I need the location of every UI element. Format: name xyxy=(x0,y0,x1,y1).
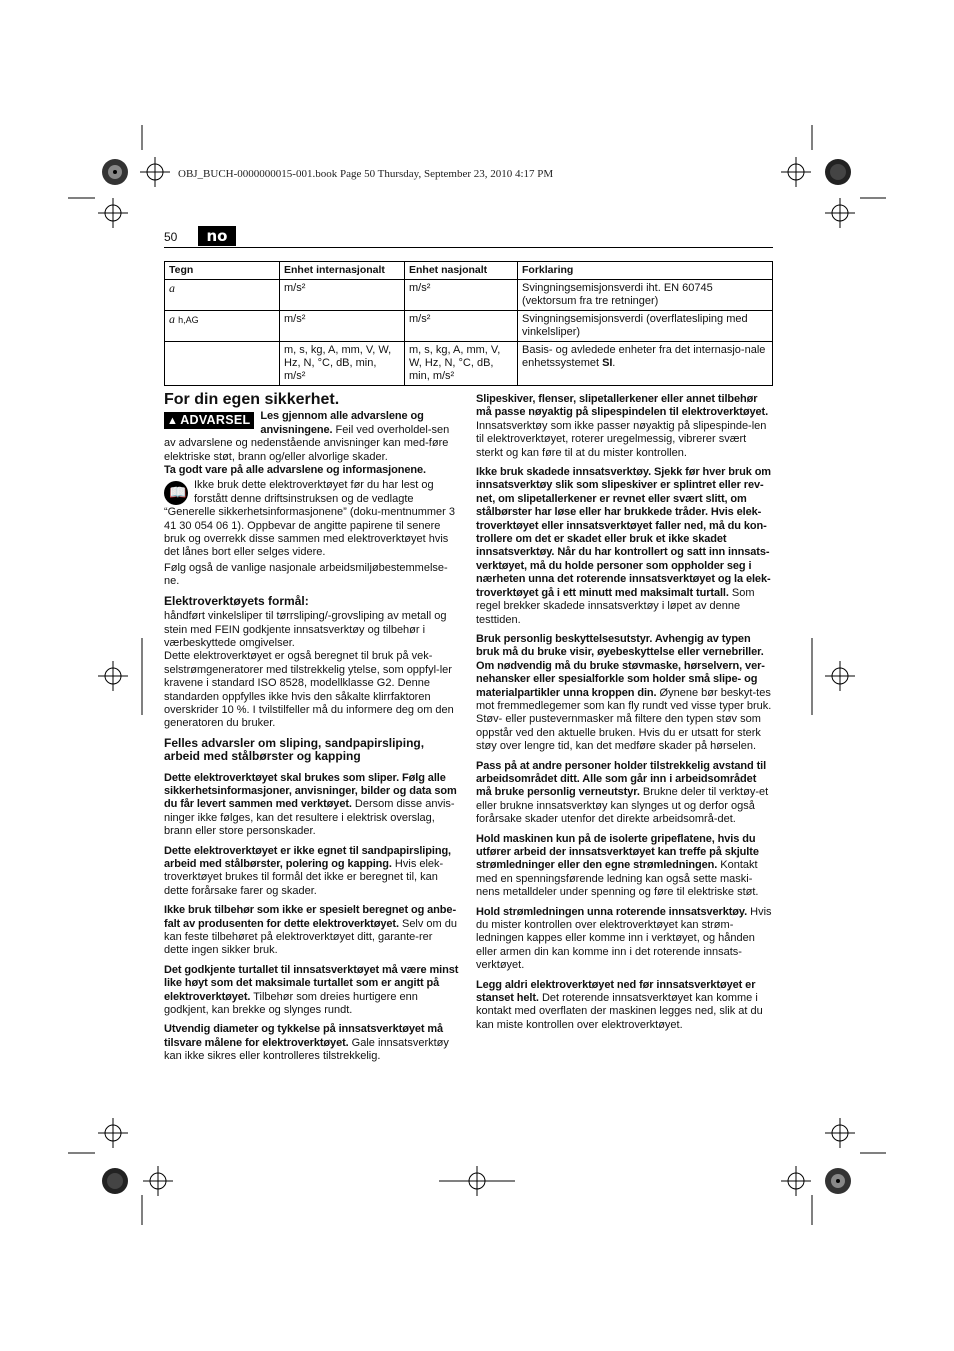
paragraph-text: Det roterende innsatsverktøyet kan komme i kontakt med overflaten der maskinen legges ned, slik at du kan miste kontrollen over elektroverktøyet. xyxy=(476,992,763,1031)
manual-text: Ikke bruk dette elektroverktøyet før du har lest og forstått denne driftsinstruksen og de vedlagte “Generelle sikkerhetsinformasjonene” (doku-mentnummer 3 41 30 054 06 1). Oppbevar de angitte papirene til senere bruk og overrekk disse sammen med elektroverktøyet hvis det lånes bort eller selges videre. xyxy=(164,479,456,559)
safety-paragraph xyxy=(164,904,459,958)
paragraph-text: Hvis elek-troverktøyet brukes til formål det ikke er beregnet til, kan dette forårsake farer og skader. xyxy=(164,858,444,897)
section-title: For din egen sikkerhet. xyxy=(164,391,340,408)
natl-unit-cell: m, s, kg, A, mm, V, W, Hz, N, °C, dB, min, m/s² xyxy=(405,342,518,386)
paragraph-text: Brukne deler til verktøy-et eller brukne innsatsverktøy kan slynges ut og derfor også forårsake skader utenfor det direkte arbeidsområ-det. xyxy=(476,786,769,826)
table-header: Forklaring xyxy=(518,262,773,280)
header-rule xyxy=(164,247,773,248)
natl-unit-cell: m/s² xyxy=(405,311,518,342)
generator-text: Dette elektroverktøyet er også beregnet til bruk på vek-selstrømgeneratorer med tilstrekkelig ytelse, som oppfyl-ler kravene i standard ISO 8528, modellklasse G2. Denne standarden oppfylles ikke hvis den såkalte klirrfaktoren overskrider 10 %. I tvilstilfeller må du informere deg om den generatoren du bruker. xyxy=(164,650,454,730)
paragraph-text: Gale innsatsverktøy kan ikke sikres eller kontrolleres tilstrekkelig. xyxy=(164,1036,449,1063)
table-header: Enhet internasjonalt xyxy=(280,262,405,280)
paragraph-bold: Slipeskiver, flenser, slipetallerkener eller annet tilbehør må passe nøyaktig på slipespindelen til elektroverktøyet. xyxy=(476,393,769,419)
safety-paragraph xyxy=(164,772,459,839)
left-column xyxy=(164,393,459,1070)
safety-paragraph xyxy=(476,393,773,460)
table-row xyxy=(165,342,773,386)
intl-unit-cell: m/s² xyxy=(280,280,405,311)
safety-paragraph xyxy=(476,760,773,827)
paragraph-bold: Ikke bruk skadede innsatsverktøy. Sjekk før hver bruk om innsatsverktøy slik som slipeskiver er splintret eller rev-net, om slipetallerkener er revnet eller svært slitt, om stålbørster har løse eller har brukkede tråder. Hvis elek-troverktøyet eller innsatsverktøyet faller ned, må du kon-trollere om det er skadet eller bruk et ikke skadet innsatsverktøy. Når du har kontrollert og satt inn innsats-verktøyet, må du holde personer som oppholder seg i nærheten unna det roterende innsatsverktøyet og la elek-troverktøyet gå i ett minutt med maksimalt turtall. xyxy=(476,466,771,599)
warning-triangle-icon: ▲ xyxy=(167,415,179,428)
paragraph-bold: Hold strømledningen unna roterende innsatsverktøy. xyxy=(476,905,748,918)
intl-unit-cell: m, s, kg, A, mm, V, W, Hz, N, °C, dB, min, m/s² xyxy=(280,342,405,386)
safety-paragraph xyxy=(164,1023,459,1063)
explanation-end: . xyxy=(612,357,616,369)
safety-paragraph xyxy=(476,906,773,973)
read-manual-icon: 📖 xyxy=(164,481,188,505)
paragraph-bold: Bruk personlig beskyttelsesutstyr. Avhengig av typen bruk må du bruke visir, øyebeskyttelse eller vernebriller. Om nødvendig må du bruke støvmaske, hørselvern, ver-nehansker eller spesialforkle som holder små slipe- og materialpartikler unna kroppen din. xyxy=(476,632,765,699)
units-table xyxy=(164,261,773,386)
explanation-text: Basis- og avledede enheter fra det internasjo-nale enhetssystemet xyxy=(522,344,766,369)
symbol-cell xyxy=(165,311,280,342)
table-header-row xyxy=(165,262,773,280)
paragraph-bold: Det godkjente turtallet til innsatsverktøyet må være minst like høyt som det maksimale turtallet som er angitt på elektroverktøyet. xyxy=(164,963,459,1003)
safety-paragraph xyxy=(164,845,459,899)
paragraph-text: Selv om du kan feste tilbehøret på elektroverktøyet ditt, garante-rer dette ingen sikker bruk. xyxy=(164,917,458,957)
table-header: Tegn xyxy=(165,262,280,280)
paragraph-text: Tilbehør som dreies hurtigere enn godkjent, kan brekke og slynges rundt. xyxy=(164,990,418,1017)
table-row xyxy=(165,280,773,311)
purpose-heading: Elektroverktøyets formål: xyxy=(164,593,309,608)
warning-badge xyxy=(164,412,254,429)
safety-paragraph xyxy=(476,833,773,900)
symbol: a xyxy=(169,281,175,295)
safety-paragraph xyxy=(476,979,773,1033)
table-header: Enhet nasjonalt xyxy=(405,262,518,280)
paragraph-bold: Legg aldri elektroverktøyet ned før innsatsverktøyet er stanset helt. xyxy=(476,978,756,1005)
symbol: a xyxy=(169,312,175,326)
symbol-subscript: h,AG xyxy=(178,315,199,325)
table-row xyxy=(165,311,773,342)
symbol-cell xyxy=(165,342,280,386)
keep-instructions: Ta godt vare på alle advarslene og informasjonene. xyxy=(164,464,426,477)
warning-text: Feil ved overholdel-sen av advarslene og nedenstående anvisninger kan med-føre elektriske støt, brann og/eller alvorlige skader. xyxy=(164,423,450,463)
warning-badge-label: ADVARSEL xyxy=(180,413,251,428)
si-abbrev: SI xyxy=(602,357,613,369)
symbol-cell xyxy=(165,280,280,311)
paragraph-text: Dersom disse anvis-ninger ikke følges, kan det resultere i elektrisk overslag, brann eller store personskader. xyxy=(164,798,455,838)
safety-paragraph xyxy=(164,964,459,1018)
safety-paragraph xyxy=(476,633,773,754)
national-regulations: Følg også de vanlige nasjonale arbeidsmiljøbestemmelse-ne. xyxy=(164,561,448,588)
explanation-cell: Svingningsemisjonsverdi iht. EN 60745 (vektorsum fra tre retninger) xyxy=(518,280,773,311)
purpose-text: håndført vinkelsliper til tørrsliping/-grovsliping av metall og stein med FEIN godkjente innsatsverktøy og tilbehør i værbeskyttede omgivelser. xyxy=(164,610,447,649)
print-header: OBJ_BUCH-0000000015-001.book Page 50 Thursday, September 23, 2010 4:17 PM xyxy=(178,168,554,180)
language-tag: no xyxy=(198,226,236,246)
page-number: 50 xyxy=(164,230,178,244)
paragraph-text: Kontakt med en spenningsførende ledning kan også sette maski-nens metalldeler under spenning og føre til elektriske støt. xyxy=(476,859,759,899)
paragraph-text: Innsatsverktøy som ikke passer nøyaktig på slipespinde-len til elektroverktøyet, roterer uregelmessig, vibrerer svært sterkt og kan føre til at du mister kontrollen. xyxy=(476,419,767,459)
paragraph-text: Hvis du mister kontrollen over elektroverktøyet kan strøm-ledningen kappes eller komme inn i verktøyet, og hånden eller armen din kan komme inn i det roterende innsats-verktøyet. xyxy=(476,905,772,972)
explanation-cell xyxy=(518,342,773,386)
manual-paragraph xyxy=(164,479,459,559)
right-column xyxy=(476,393,773,1038)
common-warnings-heading: Felles advarsler om sliping, sandpapirsliping, arbeid med stålbørster og kapping xyxy=(164,735,425,764)
paragraph-bold: Hold maskinen kun på de isolerte gripeflatene, hvis du utfører arbeid der innsatsverktøyet kan treffe på skjulte strømledninger eller den egne strømledningen. xyxy=(476,832,759,872)
paragraph-bold: Ikke bruk tilbehør som ikke er spesielt beregnet og anbe-falt av produsenten for dette elektroverktøyet. xyxy=(164,904,457,930)
paragraph-text: Øynene bør beskyt-tes mot fremmedlegemer som kan fly rundt ved visse typer bruk. Støv- eller pustevernmasker må filtere den typen støv som oppstår ved den aktuelle bruken. Hvis du er utsatt for sterk støy over lengre tid, kan det medføre skader på hørselen. xyxy=(476,686,772,753)
paragraph-bold: Pass på at andre personer holder tilstrekkelig avstand til arbeidsområdet ditt. Alle som går inn i arbeidsområdet må bruke personlig verneutstyr. xyxy=(476,759,767,799)
paragraph-bold: Dette elektroverktøyet skal brukes som sliper. Følg alle sikkerhetsinformasjoner, anvisninger, bilder og data som du får levert sammen med verktøyet. xyxy=(164,771,457,811)
explanation-cell: Svingningsemisjonsverdi (overflatesliping med vinkelsliper) xyxy=(518,311,773,342)
paragraph-bold: Utvendig diameter og tykkelse på innsatsverktøyet må tilsvare målene for elektroverktøyet. xyxy=(164,1023,444,1049)
warning-bold: Les gjennom alle advarslene og anvisningene. xyxy=(260,410,424,436)
paragraph-text: Som regel brekker skadede innsatsverktøy i løpet av denne testtiden. xyxy=(476,586,755,626)
warning-paragraph xyxy=(164,410,459,477)
safety-paragraph xyxy=(476,466,773,627)
natl-unit-cell: m/s² xyxy=(405,280,518,311)
paragraph-bold: Dette elektroverktøyet er ikke egnet til sandpapirsliping, arbeid med stålbørster, polering og kapping. xyxy=(164,844,452,870)
intl-unit-cell: m/s² xyxy=(280,311,405,342)
